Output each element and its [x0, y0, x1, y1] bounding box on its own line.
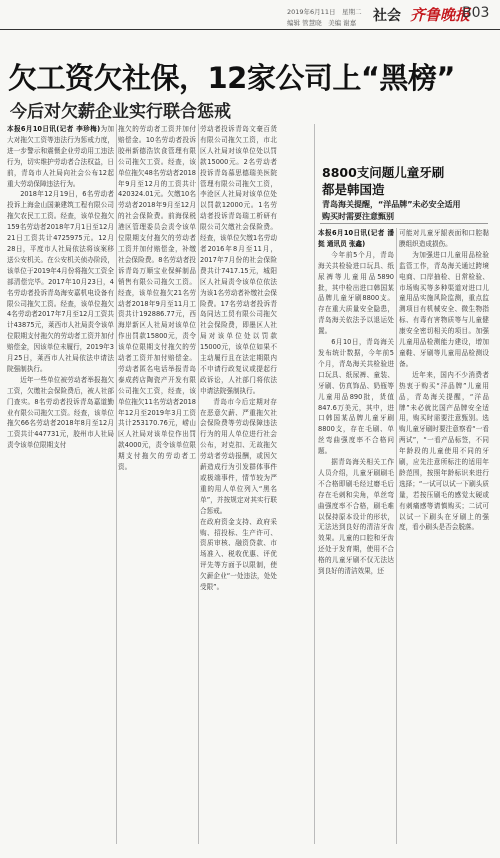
sidebar-subtitle-line-1: 青岛海关提醒，“洋品牌”未必安全适用: [322, 200, 461, 209]
section-name: 社会: [373, 8, 401, 24]
article-column-3: [200, 124, 277, 844]
article-subhead: 今后对欠薪企业实行联合惩戒: [10, 102, 231, 122]
page-number: B03: [462, 5, 490, 21]
header-rule: [0, 29, 500, 30]
paragraph: 劳动者投诉青岛文豪百货有限公司拖欠工资，市北区人社局对该单位处以罚款15000元。2名劳动者投诉青岛慕思德瑞美医院管理有限公司拖欠工资，李沧区人社局对该单位处以罚款12000元。1名劳动者投诉青岛瑞工析研有限公司欠缴社会保险费。经查，该单位欠缴1名劳动者2016年8月至11月，2017年7月份的社会保险费共计7417.15元，城阳区人社局责令该单位依法为该1名劳动者补缴社会保险费。17名劳动者投诉青岛同达工贸有限公司拖欠社会保险费，即墨区人社局对该单位处以罚款15000元，该单位如果不主动履行且在法定期限内不申请行政复议或提起行政诉讼，人社部门将依法申请法院强制执行。: [200, 125, 277, 395]
column-divider: [396, 228, 397, 844]
sidebar-column-1: [318, 228, 394, 844]
article-column-2: [118, 124, 196, 844]
editor-credits: 编辑 管慧晓 美编 谢嘉: [287, 19, 357, 27]
issue-date: 2019年6月11日 星期二: [287, 8, 362, 16]
paragraph: 据青岛海关相关工作人员介绍，儿童牙刷刷毛不合格即刷毛经过磨毛后存在毛刺和尖角，单丝弯曲强度率不合格，刷毛难以保持原本设计的形状，无法达到良好的清洁牙齿效果。儿童的口腔和牙齿还处于发育期，使用不合格的儿童牙刷不仅无法达到良好的清洁效果，还: [318, 458, 394, 576]
byline: 本报6月10日讯(记者 李珍梅): [7, 125, 101, 133]
column-divider: [198, 124, 199, 844]
paragraph: 青岛市今后定期对存在恶意欠薪、严重拖欠社会保险费等劳动保障违法行为的用人单位进行社会公布，对克扣、无故拖欠劳动者劳动报酬，或因欠薪造成行为引发群体事件或极端事件，情节较为严重的用人单位列入“黑名单”，并按规定对其实行联合惩戒。: [200, 397, 277, 515]
sidebar-byline: 本报6月10日讯(记者 潘挺 通讯员 张鑫): [318, 229, 394, 248]
paragraph: 近年一些单位被劳动者举报拖欠工资，欠缴社会保险费后，被人社部门查实。8名劳动者投诉青岛嘉道勤业有限公司拖欠工资。经查，该单位拖欠66名劳动者2018年8月至12月工资共计447731元，胶州市人社局责令该单位限期支付: [7, 375, 114, 450]
sidebar-title-line-1: 8800支问题儿童牙刷: [322, 165, 445, 180]
sidebar-title-line-2: 都是韩国造: [322, 182, 385, 197]
sidebar-subtitle-line-2: 购买时需要注意甄别: [322, 212, 394, 221]
paragraph: 近年来，国内不少消费者热衷于购买“洋品牌”儿童用品，青岛海关提醒，“洋品牌”未必就比国产品牌安全适用，购买时需要注意甄别。选购儿童牙刷时要注意察看“一看两试”，“一看产品标签，不同年龄段的儿童使用不同的牙刷，应先注意所标注的适用年龄范围，按照年龄标识来进行选择；“一试可以试一下刷头质量，若按压刷毛的感觉太硬或有刺痛感等请慎购买；二试可以试一下刷头在牙刷上的强度，看小刷头是否会脱落。: [399, 370, 489, 532]
paragraph: 为加强进口儿童用品检验监管工作，青岛海关通过跨境电商、口岸抽检、日常检验、市场购买等多种渠道对进口儿童用品实施风险监测，重点监测项目有机械安全、微生物指标、有毒有害物质等与儿童健康安全密切相关的项目。加强儿童用品检测能力建设，增加童鞋、牙刷等儿童用品检测设备。: [399, 250, 489, 368]
article-column-1: [7, 124, 114, 844]
paragraph: 在政府资金支持、政府采购、招投标、生产许可、资质审核、融资贷款、市场准入、税收优惠、评优评先等方面予以限制，使欠薪企业“一处违法，处处受限”。: [200, 517, 277, 592]
newspaper-logo: 齐鲁晚报: [410, 6, 471, 24]
column-divider: [116, 124, 117, 844]
paragraph: 为加大对拖欠工资等违法行为惩戒力度，进一步警示和震慑企业劳动用工违法行为，切实维护劳动者合法权益，日前，青岛市人社局向社会公布12起重大劳动保障违法行为。: [7, 125, 114, 188]
paragraph: 2018年12月19日，6名劳动者投诉上海金山国兼建筑工程有限公司拖欠农民工工资。经查，该单位拖欠159名劳动者2018年7月1日至12月21日工资共计4725975元。12月28日，平度市人社局依法将该案移送公安机关。在公安机关侦办阶段，该单位于2019年4月份将拖欠工资全部清偿完毕。2017年10月23日，4名劳动者投诉青岛海安嘉机电设备有限公司拖欠工资。经查，该单位拖欠4名劳动者2017年7月至12月工资共计43875元，莱西市人社局责令该单位限期支付拖欠的劳动者工资并加付赔偿金，因该单位未履行，2019年3月25日，莱西市人社局依法申请法院强制执行。: [7, 190, 114, 373]
article-headline: 欠工资欠社保，12家公司上“黑榜”: [8, 61, 455, 95]
paragraph: 6月10日，青岛海关发布统计数据，今年前5个月，青岛海关共检验进口玩具、纸尿裤、童装、牙刷、仿真饰品、奶瓶等儿童用品890批，货值847.6万美元，其中，进口韩国某品牌儿童牙刷8800支，存在毛刷、单丝弯曲强度率不合格问题。: [318, 338, 394, 456]
paragraph: 拖欠的劳动者工资并加付赔偿金。10名劳动者投诉胶州新德浩饮食管理有限公司拖欠工资。经查，该单位拖欠48名劳动者2018年9月至12月的工资共计420324.01元。欠缴10名劳动者2018年9月至12月的社会保险费。前海保税港区管理委员会责令该单位限期支付拖欠的劳动者工资并加付赔偿金，补缴社会保险费。8名劳动者投诉青岛万顺宝业保鲜制品销售有限公司拖欠工资。经查，该单位拖欠21名劳动者2018年9月至11月工资共计192886.77元，西海岸新区人社局对该单位作出罚款15800元，责令该单位限期支付拖欠的劳动者工资并加付赔偿金。劳动者匿名电话举报青岛泰成药店陶瓷产开发有限公司拖欠工资，经查，该单位拖欠11名劳动者2018年12月至2019年3月工资共计253170.76元，崂山区人社局对该单位作出罚款4000元，责令该单位限期支付拖欠的劳动者工资。: [118, 125, 196, 472]
sidebar-column-2: [399, 228, 489, 844]
column-divider: [314, 124, 315, 844]
masthead: [0, 0, 500, 30]
paragraph: 今年前5个月，青岛海关共检验进口玩具、纸尿裤等儿童用品5890批，其中检出进口韩国某品牌儿童牙刷8800支。存在重大质量安全隐患，青岛海关依法予以退运处置。: [318, 250, 394, 336]
paragraph: 可能对儿童牙龈表面和口腔黏膜组织造成损伤。: [399, 229, 489, 248]
sidebar-rule: [320, 223, 488, 224]
